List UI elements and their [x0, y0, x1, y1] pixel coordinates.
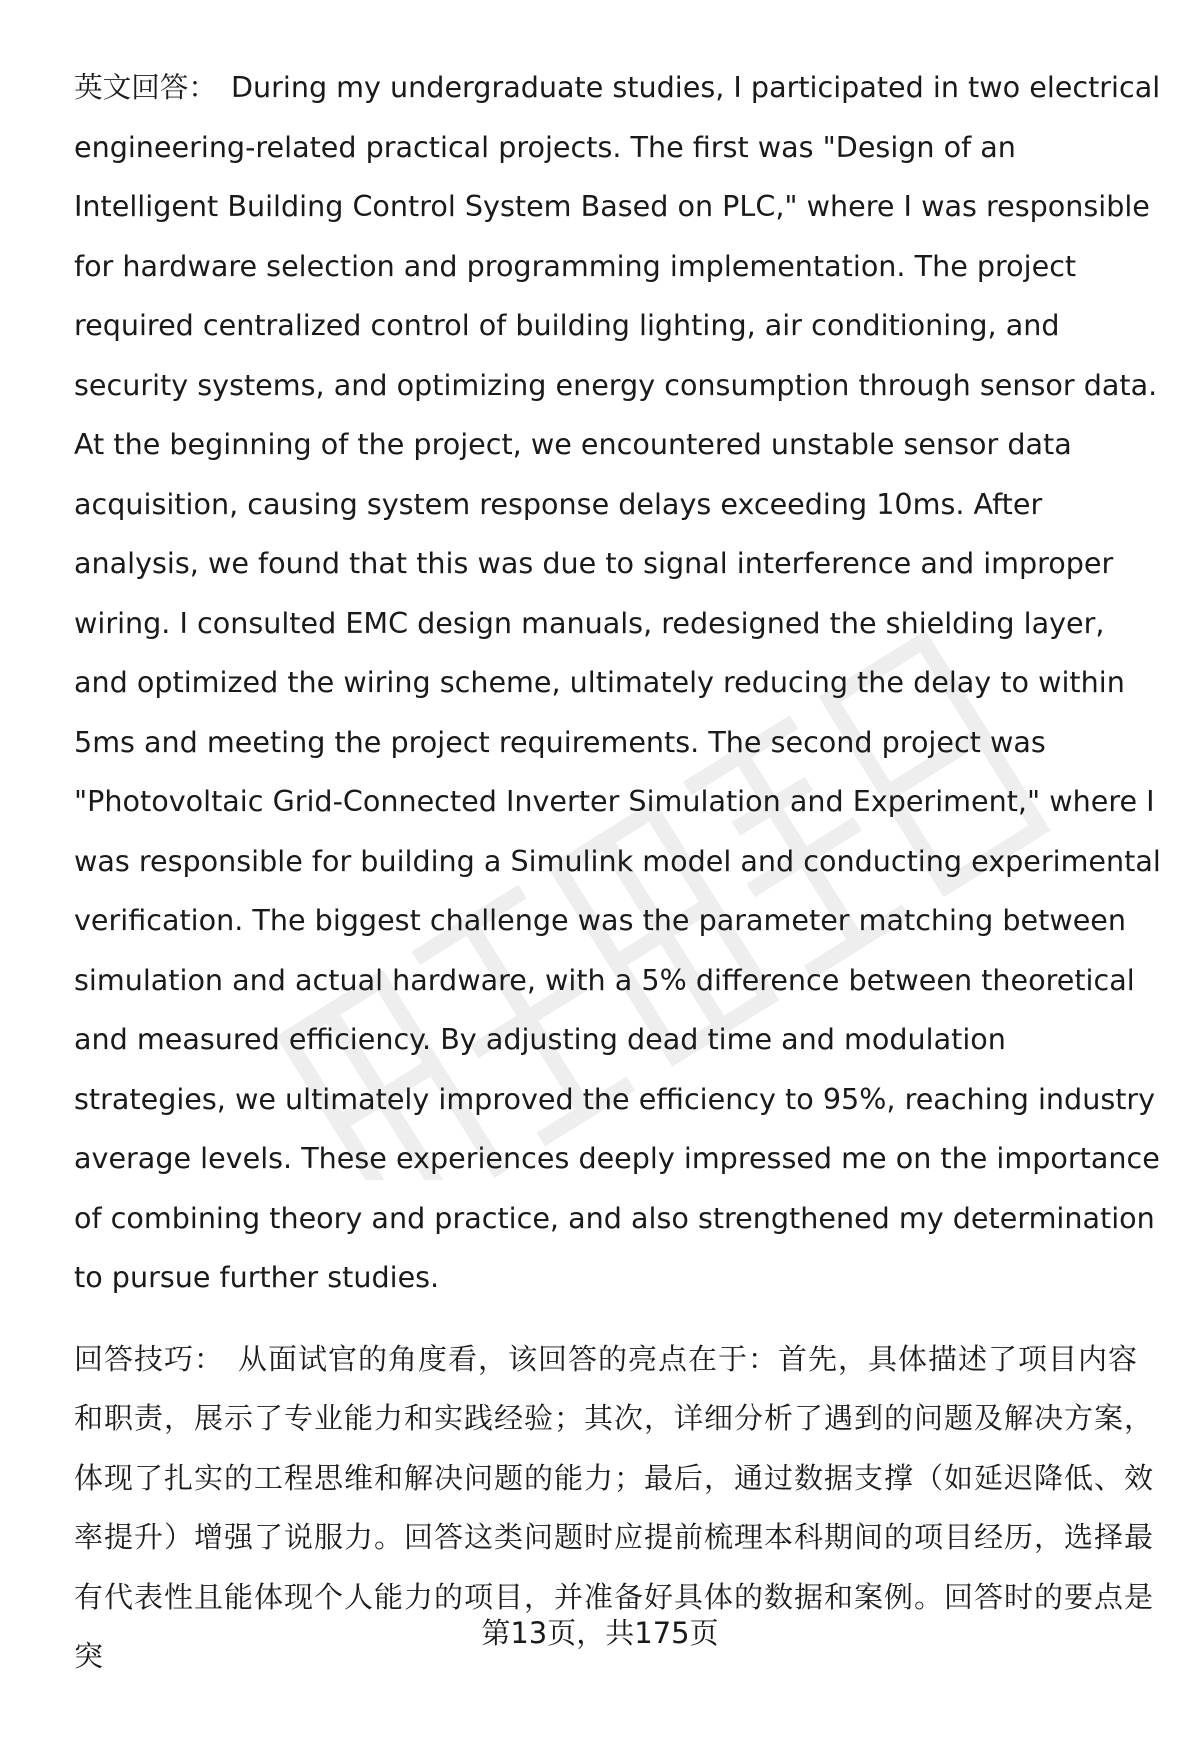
english-answer-text: During my undergraduate studies, I participated in two electrical engineering-related practical projects. The first was "Design of an Intelligent Building Control System Based on PLC," where I was responsible for hardware selection and programming implementation. The project required centralized control of building lighting, air conditioning, and security systems, and optimizing energy consumption through sensor data. At the beginning of the project, we encountered unstable sensor data acquisition, causing system response delays exceeding 10ms. After analysis, we found that this was due to signal interference and improper wiring. I consulted EMC design manuals, redesigned the shielding layer, and optimized the wiring scheme, ultimately reducing the delay to within 5ms and meeting the project requirements. The second project was "Photovoltaic Grid-Connected Inverter Simulation and Experiment," where I was responsible for building a Simulink model and conducting experimental verification. The biggest challenge was the parameter matching between simulation and actual hardware, with a 5% difference between theoretical and measured efficiency. By adjusting dead time and modulation strategies, we ultimately improved the efficiency to 95%, reaching industry average levels. These experiences deeply impressed me on the importance of combining theory and practice, and also strengthened my determination to pursue further studies. — [74, 70, 1161, 1294]
answer-tips-label: 回答技巧： — [74, 1341, 225, 1376]
content-area — [74, 58, 1164, 1687]
page-number: 第13页，共175页 — [481, 1616, 719, 1650]
english-answer-label: 英文回答： — [74, 70, 217, 104]
answer-tips-text: 从面试官的角度看，该回答的亮点在于：首先，具体描述了项目内容和职责，展示了专业能力和实践经验；其次，详细分析了遇到的问题及解决方案，体现了扎实的工程思维和解决问题的能力；最后，通过数据支撑（如延迟降低、效率提升）增强了说服力。回答这类问题时应提前梳理本科期间的项目经历，选择最有代表性且能体现个人能力的项目，并准备好具体的数据和案例。回答时的要点是突 — [74, 1341, 1155, 1673]
english-answer-paragraph — [74, 58, 1164, 1308]
